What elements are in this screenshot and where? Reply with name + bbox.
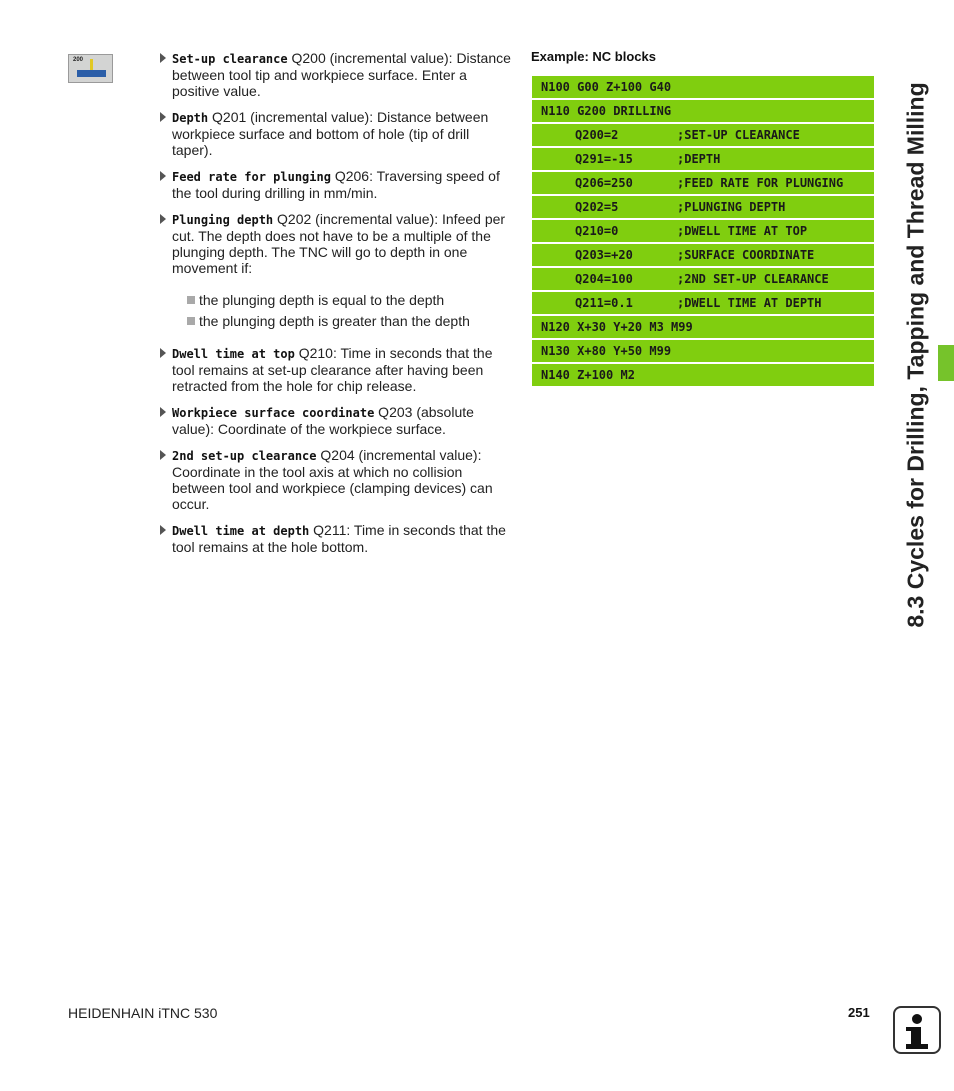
nc-block-param: Q200=2 (575, 128, 619, 142)
nc-block-param: Q204=100 (575, 272, 633, 286)
arrow-icon (160, 214, 166, 224)
param-desc: Q203 (absolute value): Coordinate of the workpiece surface. (172, 404, 474, 437)
param-name: Dwell time at depth (172, 524, 310, 538)
chapter-tab-marker (938, 345, 954, 381)
param-desc: Q206: Traversing speed of the tool during drilling in mm/min. (172, 168, 500, 201)
nc-block-row (532, 340, 874, 362)
nc-block-row (532, 316, 874, 338)
nc-block-main: N100 G00 Z+100 G40 (541, 80, 672, 94)
param-name: Workpiece surface coordinate (172, 406, 375, 420)
param-desc: Q201 (incremental value): Distance between workpiece surface and bottom of hole (tip of drill taper). (172, 109, 489, 158)
arrow-icon (160, 407, 166, 417)
nc-block-comment: ;2ND SET-UP CLEARANCE (677, 272, 829, 286)
nc-block-main: N120 X+30 Y+20 M3 M99 (541, 320, 693, 334)
param-dwell-time-depth (159, 522, 511, 555)
footer-product: HEIDENHAIN iTNC 530 (68, 1005, 218, 1021)
param-name: Depth (172, 111, 209, 125)
nc-block-param: Q206=250 (575, 176, 633, 190)
param-desc: Q211: Time in seconds that the tool remains at the hole bottom. (172, 522, 506, 555)
param-desc: Q200 (incremental value): Distance between tool tip and workpiece surface. Enter a positive value. (172, 50, 511, 99)
param-feed-rate (159, 168, 511, 201)
nc-block-row (532, 292, 874, 314)
nc-block-row (532, 148, 874, 170)
section-title-vertical (896, 50, 936, 660)
nc-block-comment: ;DWELL TIME AT TOP (677, 224, 808, 238)
section-title-text: 8.3 Cycles for Drilling, Tapping and Thread Milling (902, 82, 929, 628)
arrow-icon (160, 53, 166, 63)
plunging-conditions (172, 292, 511, 329)
nc-blocks (532, 76, 874, 388)
condition-text: the plunging depth is greater than the depth (199, 313, 470, 329)
nc-block-row (532, 268, 874, 290)
nc-block-comment: ;SURFACE COORDINATE (677, 248, 815, 262)
nc-block-main: N110 G200 DRILLING (541, 104, 672, 118)
param-name: Dwell time at top (172, 347, 295, 361)
nc-block-main: N140 Z+100 M2 (541, 368, 635, 382)
nc-block-row (532, 196, 874, 218)
cycle-200-softkey (68, 54, 113, 83)
bullet-square-icon (187, 317, 195, 325)
parameter-list (159, 50, 511, 565)
param-2nd-setup-clearance (159, 447, 511, 512)
nc-block-row (532, 244, 874, 266)
info-dot (912, 1014, 922, 1024)
nc-block-comment: ;DEPTH (677, 152, 721, 166)
param-plunging-depth (159, 211, 511, 329)
param-desc: Q204 (incremental value): Coordinate in the tool axis at which no collision between tool and workpiece (clamping devices) can occur. (172, 447, 493, 512)
nc-block-row (532, 364, 874, 386)
nc-block-comment: ;DWELL TIME AT DEPTH (677, 296, 822, 310)
nc-block-param: Q211=0.1 (575, 296, 633, 310)
softkey-label: 200 (73, 57, 84, 63)
nc-block-comment: ;PLUNGING DEPTH (677, 200, 786, 214)
nc-block-main: N130 X+80 Y+50 M99 (541, 344, 672, 358)
param-dwell-time-top (159, 345, 511, 394)
condition-item (172, 313, 511, 329)
param-desc: Q202 (incremental value): Infeed per cut. The depth does not have to be a multiple of the plunging depth. The TNC will go to depth in one movement if: (172, 211, 506, 276)
condition-item (172, 292, 511, 308)
nc-block-param: Q291=-15 (575, 152, 633, 166)
param-depth (159, 109, 511, 158)
nc-block-param: Q202=5 (575, 200, 619, 214)
page-number: 251 (848, 1005, 870, 1020)
arrow-icon (160, 171, 166, 181)
arrow-icon (160, 348, 166, 358)
arrow-icon (160, 525, 166, 535)
param-name: 2nd set-up clearance (172, 449, 317, 463)
condition-text: the plunging depth is equal to the depth (199, 292, 445, 308)
bullet-square-icon (187, 296, 195, 304)
param-setup-clearance (159, 50, 511, 99)
example-title: Example: NC blocks (531, 49, 656, 64)
nc-block-param: Q203=+20 (575, 248, 633, 262)
nc-block-row (532, 220, 874, 242)
nc-block-row (532, 76, 874, 98)
param-name: Set-up clearance (172, 52, 288, 66)
param-surface-coordinate (159, 404, 511, 437)
nc-block-comment: ;SET-UP CLEARANCE (677, 128, 800, 142)
param-desc: Q210: Time in seconds that the tool remains at set-up clearance after having been retracted from the hole for chip release. (172, 345, 493, 394)
nc-block-row (532, 172, 874, 194)
nc-block-row (532, 100, 874, 122)
arrow-icon (160, 112, 166, 122)
param-name: Plunging depth (172, 213, 274, 227)
nc-block-row (532, 124, 874, 146)
param-name: Feed rate for plunging (172, 170, 331, 184)
nc-block-comment: ;FEED RATE FOR PLUNGING (677, 176, 844, 190)
info-icon (893, 1006, 941, 1054)
workpiece-icon (77, 70, 106, 77)
nc-block-param: Q210=0 (575, 224, 619, 238)
info-serif-bottom (906, 1044, 928, 1049)
arrow-icon (160, 450, 166, 460)
